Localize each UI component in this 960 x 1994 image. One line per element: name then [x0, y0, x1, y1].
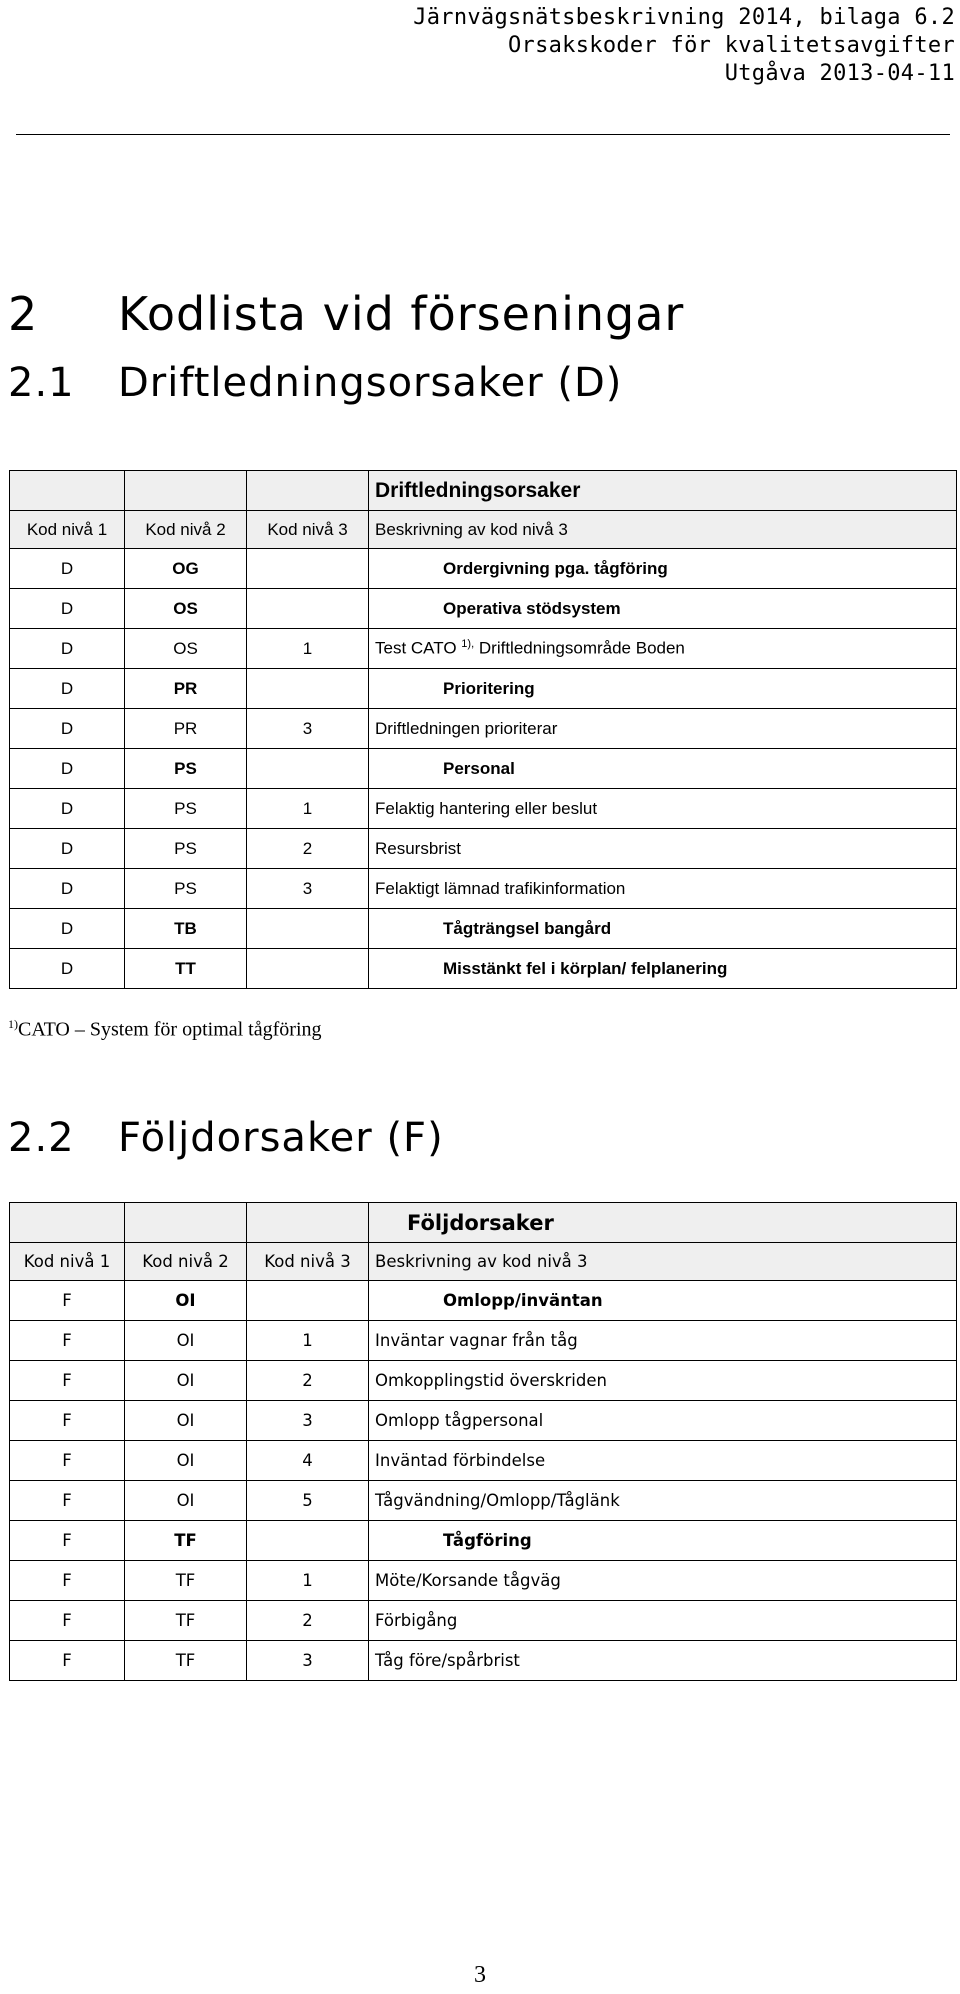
table-row: [10, 1281, 957, 1321]
code-description: [369, 629, 957, 669]
column-header: Kod nivå 1: [10, 1243, 125, 1281]
section-heading-2-1: [8, 360, 622, 406]
code-level-3: [247, 669, 369, 709]
code-level-3: [247, 949, 369, 989]
code-description: Möte/Korsande tågväg: [369, 1561, 957, 1601]
code-level-3: 1: [247, 1561, 369, 1601]
table-row: [10, 1601, 957, 1641]
section-number: 2.1: [8, 360, 75, 406]
code-description: Driftledningen prioriterar: [369, 709, 957, 749]
description-text: Driftledningsområde Boden: [478, 638, 685, 658]
table-row: [10, 1321, 957, 1361]
code-description: Inväntad förbindelse: [369, 1441, 957, 1481]
code-level-1: F: [10, 1601, 125, 1641]
code-description: Prioritering: [369, 669, 957, 709]
table-row: [10, 909, 957, 949]
section-heading-2-2: [8, 1115, 444, 1161]
column-header: Kod nivå 2: [125, 511, 247, 549]
header-line-2: Orsakskoder för kvalitetsavgifter: [508, 33, 955, 58]
section-title: Driftledningsorsaker (D): [118, 360, 623, 406]
footnote: [8, 1017, 322, 1042]
table-row: [10, 1401, 957, 1441]
code-description: Misstänkt fel i körplan/ felplanering: [369, 949, 957, 989]
description-text: Test CATO: [375, 638, 457, 658]
code-description: Inväntar vagnar från tåg: [369, 1321, 957, 1361]
code-description: Tågvändning/Omlopp/Tåglänk: [369, 1481, 957, 1521]
code-level-3: [247, 1281, 369, 1321]
code-level-1: F: [10, 1561, 125, 1601]
driftledningsorsaker-table: [9, 470, 957, 989]
column-header: Beskrivning av kod nivå 3: [369, 511, 957, 549]
code-level-2: OS: [125, 589, 247, 629]
code-level-1: F: [10, 1321, 125, 1361]
code-level-3: 2: [247, 829, 369, 869]
table-row: [10, 589, 957, 629]
title-spacer: [247, 471, 369, 511]
code-level-2: TT: [125, 949, 247, 989]
code-level-3: 3: [247, 1641, 369, 1681]
chapter-title: Kodlista vid förseningar: [118, 287, 685, 341]
code-description: Personal: [369, 749, 957, 789]
code-level-2: OI: [125, 1281, 247, 1321]
section-number: 2.2: [8, 1115, 75, 1161]
code-description: Tågföring: [369, 1521, 957, 1561]
footnote-ref: 1),: [461, 638, 475, 651]
title-spacer: [125, 471, 247, 511]
code-level-1: D: [10, 669, 125, 709]
code-level-3: 3: [247, 709, 369, 749]
code-level-3: 2: [247, 1601, 369, 1641]
code-level-1: D: [10, 869, 125, 909]
code-level-2: PS: [125, 869, 247, 909]
footnote-text: CATO – System för optimal tågföring: [18, 1018, 322, 1041]
code-level-3: 2: [247, 1361, 369, 1401]
table-row: [10, 549, 957, 589]
code-description: Förbigång: [369, 1601, 957, 1641]
table-row: [10, 1481, 957, 1521]
code-level-3: 1: [247, 1321, 369, 1361]
code-level-1: D: [10, 589, 125, 629]
code-description: Felaktigt lämnad trafikinformation: [369, 869, 957, 909]
code-level-2: PS: [125, 789, 247, 829]
code-level-3: [247, 549, 369, 589]
table-title: Följdorsaker: [369, 1203, 957, 1243]
code-level-3: 1: [247, 789, 369, 829]
column-header: Kod nivå 3: [247, 511, 369, 549]
code-level-3: [247, 1521, 369, 1561]
code-level-1: F: [10, 1521, 125, 1561]
code-level-1: D: [10, 749, 125, 789]
code-level-2: TF: [125, 1641, 247, 1681]
code-description: Omlopp tågpersonal: [369, 1401, 957, 1441]
code-level-3: 3: [247, 1401, 369, 1441]
code-description: Operativa stödsystem: [369, 589, 957, 629]
code-level-1: F: [10, 1401, 125, 1441]
title-spacer: [10, 1203, 125, 1243]
column-header: Beskrivning av kod nivå 3: [369, 1243, 957, 1281]
code-level-2: TF: [125, 1601, 247, 1641]
table-row: [10, 949, 957, 989]
code-level-2: OG: [125, 549, 247, 589]
code-description: Ordergivning pga. tågföring: [369, 549, 957, 589]
title-spacer: [247, 1203, 369, 1243]
code-level-2: OS: [125, 629, 247, 669]
code-level-1: F: [10, 1481, 125, 1521]
table-title: Driftledningsorsaker: [369, 471, 957, 511]
page-number: 3: [474, 1962, 486, 1988]
code-level-2: OI: [125, 1321, 247, 1361]
code-level-1: D: [10, 829, 125, 869]
code-level-1: D: [10, 789, 125, 829]
code-level-1: D: [10, 709, 125, 749]
code-level-1: D: [10, 949, 125, 989]
code-level-1: F: [10, 1281, 125, 1321]
code-level-2: PR: [125, 709, 247, 749]
code-level-1: F: [10, 1361, 125, 1401]
code-level-2: PS: [125, 749, 247, 789]
code-description: Tåg före/spårbrist: [369, 1641, 957, 1681]
column-header: Kod nivå 1: [10, 511, 125, 549]
table-row: [10, 869, 957, 909]
code-level-2: TF: [125, 1521, 247, 1561]
code-level-1: D: [10, 549, 125, 589]
code-level-2: OI: [125, 1441, 247, 1481]
code-description: Felaktig hantering eller beslut: [369, 789, 957, 829]
code-level-3: 1: [247, 629, 369, 669]
code-description: Omkopplingstid överskriden: [369, 1361, 957, 1401]
table-row: [10, 829, 957, 869]
title-spacer: [125, 1203, 247, 1243]
code-description: Omlopp/inväntan: [369, 1281, 957, 1321]
page-header: [0, 4, 960, 88]
table-row: [10, 1561, 957, 1601]
code-level-2: TF: [125, 1561, 247, 1601]
code-level-2: PR: [125, 669, 247, 709]
code-level-1: D: [10, 629, 125, 669]
table-row: [10, 1641, 957, 1681]
header-line-3: Utgåva 2013-04-11: [724, 61, 955, 86]
chapter-number: 2: [8, 287, 39, 341]
title-spacer: [10, 471, 125, 511]
code-level-2: OI: [125, 1401, 247, 1441]
code-level-3: [247, 589, 369, 629]
code-level-1: F: [10, 1441, 125, 1481]
table-row: [10, 749, 957, 789]
header-rule: [16, 134, 950, 135]
code-level-3: 3: [247, 869, 369, 909]
table-row: [10, 1441, 957, 1481]
code-level-3: [247, 909, 369, 949]
header-line-1: Järnvägsnätsbeskrivning 2014, bilaga 6.2: [413, 5, 955, 30]
table-row: [10, 1361, 957, 1401]
code-level-3: 4: [247, 1441, 369, 1481]
code-level-2: PS: [125, 829, 247, 869]
code-description: Resursbrist: [369, 829, 957, 869]
column-header: Kod nivå 2: [125, 1243, 247, 1281]
code-level-3: 5: [247, 1481, 369, 1521]
code-level-2: OI: [125, 1481, 247, 1521]
code-level-2: OI: [125, 1361, 247, 1401]
code-level-1: F: [10, 1641, 125, 1681]
code-description: Tågträngsel bangård: [369, 909, 957, 949]
table-row: [10, 789, 957, 829]
code-level-1: D: [10, 909, 125, 949]
code-level-2: TB: [125, 909, 247, 949]
table-row: [10, 709, 957, 749]
section-title: Följdorsaker (F): [118, 1115, 444, 1161]
footnote-marker: 1): [8, 1017, 18, 1031]
column-header: Kod nivå 3: [247, 1243, 369, 1281]
code-level-3: [247, 749, 369, 789]
table-row: [10, 629, 957, 669]
foljdorsaker-table: [9, 1202, 957, 1681]
table-row: [10, 669, 957, 709]
chapter-heading: [8, 287, 684, 341]
table-row: [10, 1521, 957, 1561]
